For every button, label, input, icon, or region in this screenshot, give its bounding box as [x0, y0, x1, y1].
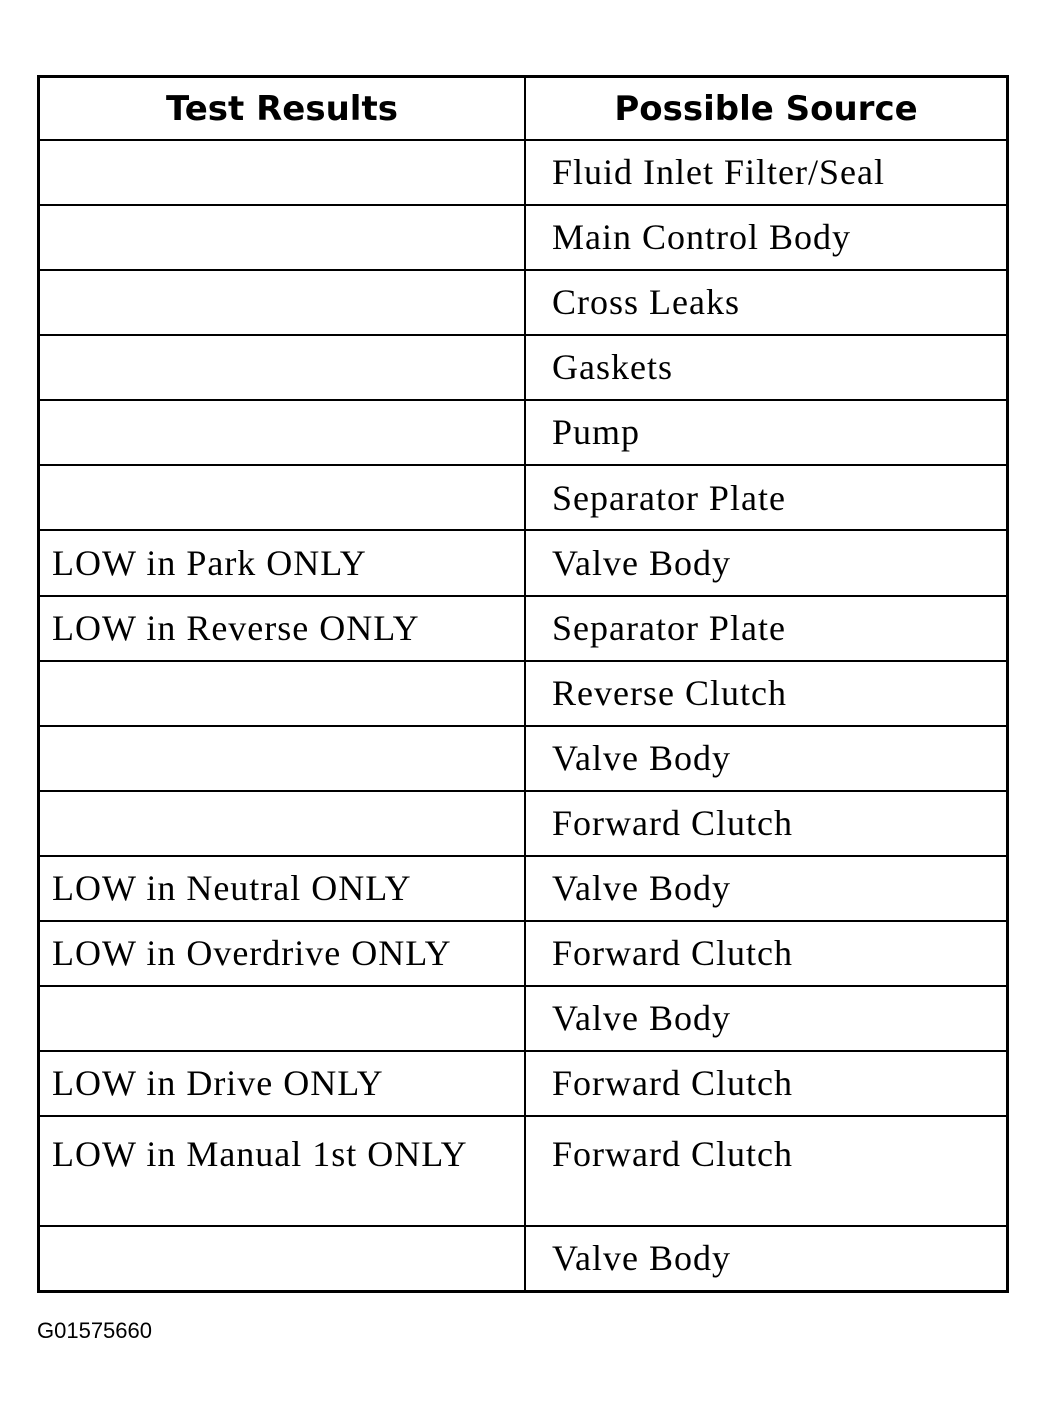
- possible-source-cell: Pump: [525, 400, 1006, 465]
- test-result-cell: LOW in Overdrive ONLY: [40, 921, 525, 986]
- possible-source-cell: Main Control Body: [525, 205, 1006, 270]
- test-result-cell: [40, 986, 525, 1051]
- table-row: [40, 530, 1006, 595]
- test-result-cell: [40, 661, 525, 726]
- possible-source-cell: Forward Clutch: [525, 921, 1006, 986]
- test-result-cell: [40, 1226, 525, 1290]
- header-test-results: Test Results: [40, 78, 525, 140]
- possible-source-cell: Valve Body: [525, 726, 1006, 791]
- possible-source-cell: Valve Body: [525, 986, 1006, 1051]
- test-result-cell: LOW in Neutral ONLY: [40, 856, 525, 921]
- test-result-cell: [40, 335, 525, 400]
- possible-source-cell: Forward Clutch: [525, 1116, 1006, 1226]
- table-row: [40, 205, 1006, 270]
- table-row: [40, 921, 1006, 986]
- figure-id-label: G01575660: [37, 1318, 152, 1343]
- possible-source-cell: Valve Body: [525, 856, 1006, 921]
- diagnosis-table-frame: [37, 75, 1009, 1293]
- table-row: [40, 791, 1006, 856]
- possible-source-cell: Valve Body: [525, 1226, 1006, 1290]
- possible-source-cell: Gaskets: [525, 335, 1006, 400]
- table-row: [40, 465, 1006, 530]
- test-result-cell: [40, 140, 525, 205]
- test-result-cell: [40, 205, 525, 270]
- possible-source-cell: Separator Plate: [525, 596, 1006, 661]
- test-result-cell: LOW in Park ONLY: [40, 530, 525, 595]
- header-possible-source: Possible Source: [525, 78, 1006, 140]
- table-row: [40, 986, 1006, 1051]
- possible-source-cell: Reverse Clutch: [525, 661, 1006, 726]
- test-result-cell: [40, 465, 525, 530]
- table-row: [40, 596, 1006, 661]
- possible-source-cell: Forward Clutch: [525, 791, 1006, 856]
- table-header-row: [40, 78, 1006, 140]
- test-result-cell: LOW in Manual 1st ONLY: [40, 1116, 525, 1226]
- table-row: [40, 270, 1006, 335]
- possible-source-cell: Valve Body: [525, 530, 1006, 595]
- table-row: [40, 661, 1006, 726]
- test-result-cell: [40, 726, 525, 791]
- test-result-cell: LOW in Reverse ONLY: [40, 596, 525, 661]
- test-result-cell: [40, 270, 525, 335]
- test-result-cell: [40, 791, 525, 856]
- table-row: [40, 1116, 1006, 1226]
- table-row: [40, 140, 1006, 205]
- table-row: [40, 726, 1006, 791]
- table-row: [40, 1226, 1006, 1290]
- possible-source-cell: Separator Plate: [525, 465, 1006, 530]
- table-row: [40, 335, 1006, 400]
- table-row: [40, 400, 1006, 465]
- possible-source-cell: Cross Leaks: [525, 270, 1006, 335]
- test-result-cell: LOW in Drive ONLY: [40, 1051, 525, 1116]
- test-result-cell: [40, 400, 525, 465]
- table-row: [40, 1051, 1006, 1116]
- table-row: [40, 856, 1006, 921]
- possible-source-cell: Forward Clutch: [525, 1051, 1006, 1116]
- possible-source-cell: Fluid Inlet Filter/Seal: [525, 140, 1006, 205]
- diagnosis-table: [40, 78, 1006, 1290]
